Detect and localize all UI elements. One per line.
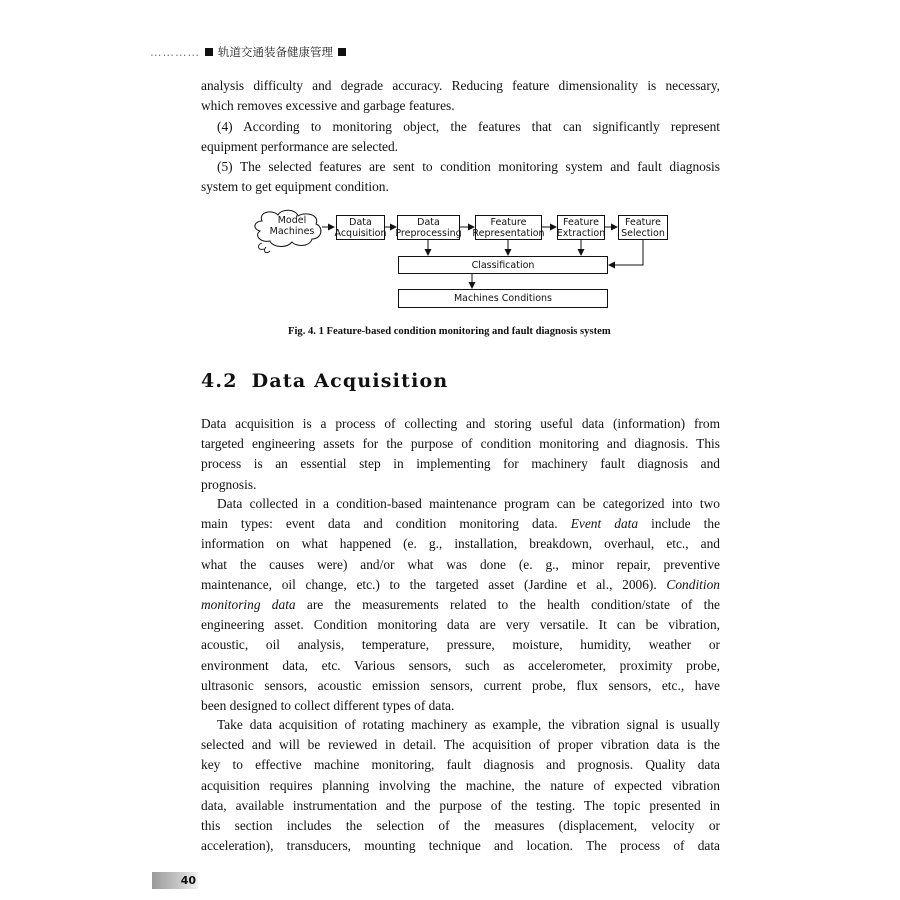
header-square-right — [338, 48, 346, 56]
box-line: Data — [349, 216, 372, 228]
figure-block-diagram — [250, 207, 670, 315]
text-line: data, available instrumentation and the purpose of the testing. The topic presented in — [201, 797, 720, 813]
text-line — [201, 575, 720, 595]
box-line: Preprocessing — [395, 227, 462, 239]
text-line: what the causes were) and/or what was done (e. g., minor repair, preventive — [201, 556, 720, 572]
text-line: Take data acquisition of rotating machinery as example, the vibration signal is usually — [217, 717, 720, 732]
text-run: maintenance, oil change, etc.) to the targeted asset (Jardine et al., 2006). — [201, 576, 667, 592]
box-line: Extraction — [556, 227, 606, 239]
paragraph-item-5 — [201, 157, 720, 197]
text-line: acoustic, oil analysis, temperature, pressure, moisture, humidity, weather or — [201, 637, 720, 653]
header-square-left — [205, 48, 213, 56]
header-dots: ………… — [150, 45, 200, 59]
cloud-line: Model — [277, 215, 307, 226]
box-feature-selection — [618, 215, 668, 240]
paragraph-item-4 — [201, 117, 720, 157]
box-classification: Classification — [398, 256, 608, 274]
cloud-line: Machines — [269, 226, 315, 237]
box-data-acquisition — [336, 215, 385, 240]
text-line: ultrasonic sensors, acoustic emission sensors, current probe, flux sensors, etc., have — [201, 677, 720, 693]
text-line: which removes excessive and garbage features. — [201, 98, 455, 114]
section-title: Data Acquisition — [251, 370, 449, 392]
term-monitoring-data: monitoring data — [201, 596, 296, 612]
term-condition: Condition — [666, 576, 720, 592]
paragraph-vibration — [201, 715, 720, 856]
box-line: Feature — [490, 216, 527, 228]
text-line: targeted engineering assets for the purpose of condition monitoring and diagnosis. This — [201, 436, 720, 452]
text-run: are the measurements related to the health condition/state of the — [295, 596, 720, 612]
running-header — [150, 44, 351, 60]
text-line: this section includes the selection of the measures (displacement, velocity or — [201, 817, 720, 833]
box-feature-extraction — [557, 215, 605, 240]
box-machines-conditions: Machines Conditions — [398, 289, 608, 308]
text-line: selected and will be reviewed in detail. The acquisition of proper vibration data is the — [201, 737, 720, 753]
text-line: acquisition requires planning involving the machine, the nature of expected vibration — [201, 777, 720, 793]
text-run: main types: event data and condition monitoring data. — [201, 516, 571, 532]
text-line: acceleration), transducers, mounting technique and location. The process of data — [201, 838, 720, 854]
section-number: 4.2 — [201, 370, 238, 392]
text-line — [201, 595, 720, 615]
text-line: key to effective machine monitoring, fault diagnosis and prognosis. Quality data — [201, 757, 720, 773]
text-line: (5) The selected features are sent to condition monitoring system and fault diagnosis — [217, 159, 720, 174]
box-data-preprocessing — [397, 215, 460, 240]
text-line: system to get equipment condition. — [201, 179, 389, 195]
text-line: information on what happened (e. g., installation, breakdown, overhaul, etc., and — [201, 536, 720, 552]
text-line: analysis difficulty and degrade accuracy. Reducing feature dimensionality is necessary, — [201, 78, 720, 93]
cloud-label — [264, 215, 320, 237]
text-line: environment data, etc. Various sensors, such as accelerometer, proximity probe, — [201, 657, 720, 673]
box-line: Selection — [621, 227, 665, 239]
box-line: Data — [417, 216, 440, 228]
text-line: engineering asset. Condition monitoring data are very versatile. It can be vibration, — [201, 617, 720, 633]
paragraph-definition — [201, 414, 720, 495]
box-line: Representation — [472, 227, 545, 239]
text-line — [201, 514, 720, 534]
paragraph-continued — [201, 76, 720, 116]
text-line: prognosis. — [201, 476, 257, 492]
figure-caption: Fig. 4. 1 Feature-based condition monitoring and fault diagnosis system — [288, 326, 611, 337]
text-line: been designed to collect different types of data. — [201, 697, 455, 713]
header-title: 轨道交通装备健康管理 — [218, 45, 333, 59]
box-line: Feature — [563, 216, 599, 228]
text-line: process is an essential step in implementing for machinery fault diagnosis and — [201, 456, 720, 472]
text-line: (4) According to monitoring object, the features that can significantly represent — [217, 119, 720, 134]
term-event-data: Event data — [570, 516, 639, 532]
box-feature-representation — [472, 215, 545, 240]
text-line: Data collected in a condition-based maintenance program can be categorized into two — [217, 496, 720, 511]
text-line: equipment performance are selected. — [201, 139, 399, 155]
box-line: Acquisition — [334, 227, 387, 239]
page-number: 40 — [152, 872, 198, 889]
section-heading — [201, 370, 448, 392]
paragraph-data-types — [201, 494, 720, 716]
arrow-selection-to-classification — [609, 240, 643, 265]
box-line: Feature — [625, 216, 661, 228]
text-line: Data acquisition is a process of collecting and storing useful data (information) from — [201, 416, 720, 431]
cloud-tail — [258, 243, 270, 253]
text-run: include the — [638, 516, 721, 532]
